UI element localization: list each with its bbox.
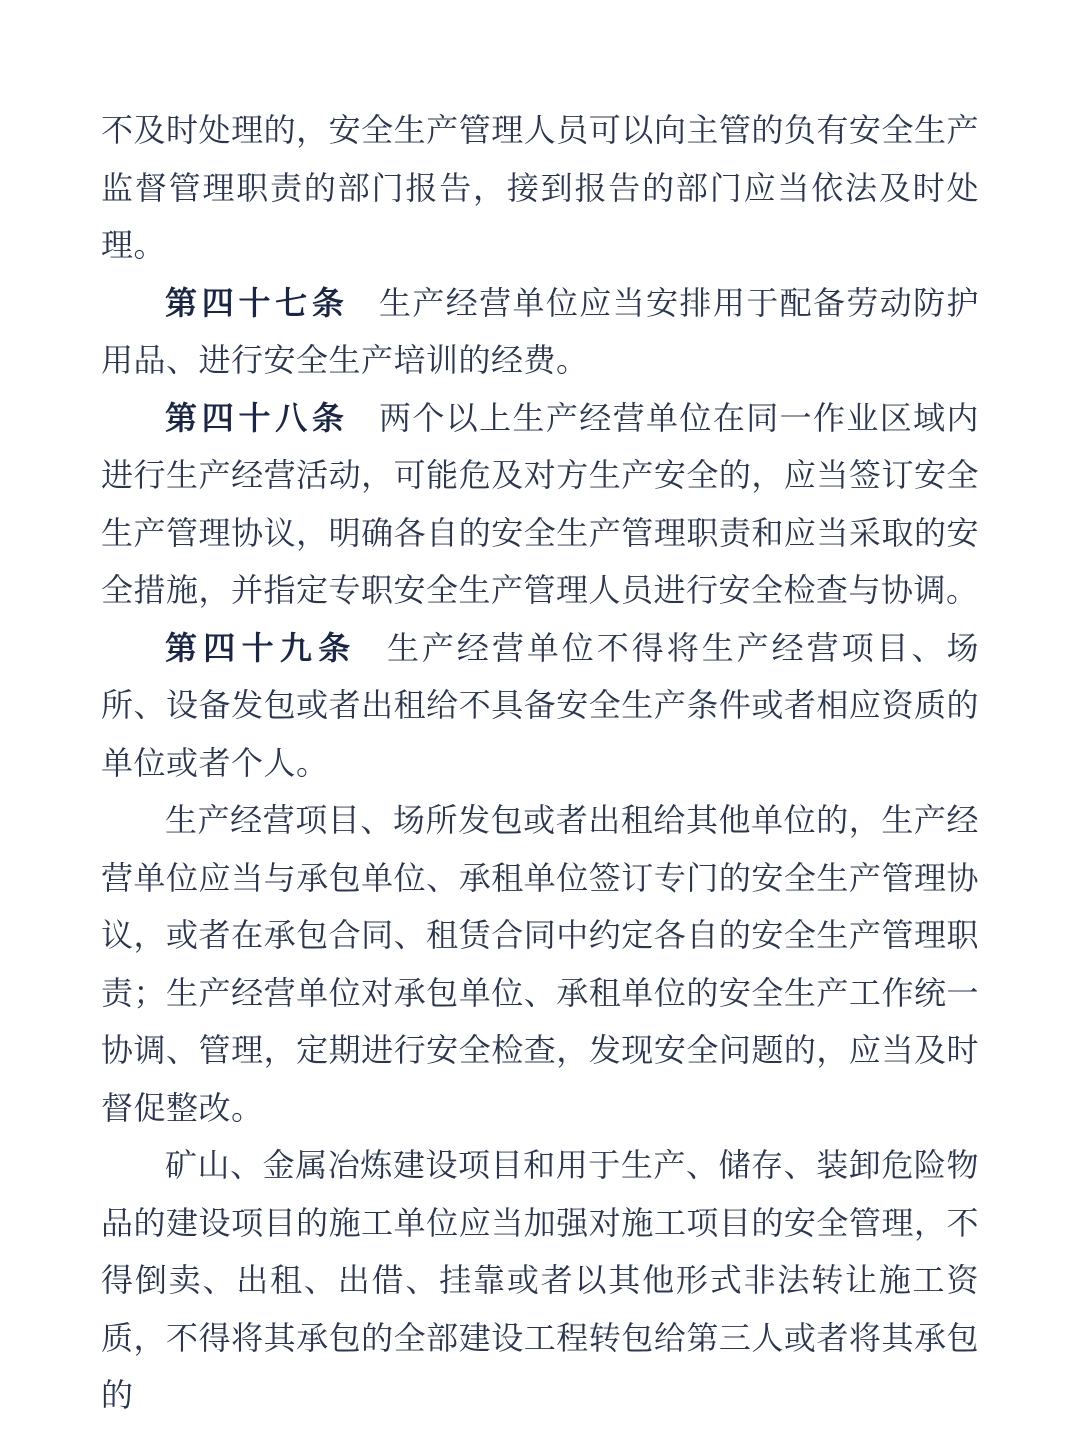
paragraph-text: 生产经营单位应当安排用于配备劳动防护用品、进行安全生产培训的经费。 bbox=[101, 284, 979, 378]
article-number: 第四十九条 bbox=[165, 629, 357, 666]
article-number: 第四十八条 bbox=[165, 399, 349, 436]
paragraph-text: 不及时处理的，安全生产管理人员可以向主管的负有安全生产监督管理职责的部门报告，接到报告的部门应当依法及时处理。 bbox=[101, 112, 979, 263]
paragraph-text: 生产经营项目、场所发包或者出租给其他单位的，生产经营单位应当与承包单位、承租单位签订专门的安全生产管理协议，或者在承包合同、租赁合同中约定各自的安全生产管理职责；生产经营单位对承包单位、承租单位的安全生产工作统一协调、管理，定期进行安全检查，发现安全问题的，应当及时督促整改。 bbox=[101, 802, 979, 1126]
paragraph-continuation bbox=[101, 102, 979, 275]
paragraph-text: 矿山、金属冶炼建设项目和用于生产、储存、装卸危险物品的建设项目的施工单位应当加强对施工项目的安全管理，不得倒卖、出租、出借、挂靠或者以其他形式非法转让施工资质，不得将其承包的全部建设工程转包给第三人或者将其承包的 bbox=[101, 1147, 979, 1413]
paragraph-article-49 bbox=[101, 620, 979, 793]
paragraph-article-49-clause-2 bbox=[101, 792, 979, 1137]
paragraph-text: 两个以上生产经营单位在同一作业区域内进行生产经营活动，可能危及对方生产安全的，应当签订安全生产管理协议，明确各自的安全生产管理职责和应当采取的安全措施，并指定专职安全生产管理人员进行安全检查与协调。 bbox=[101, 399, 979, 608]
paragraph-text: 生产经营单位不得将生产经营项目、场所、设备发包或者出租给不具备安全生产条件或者相应资质的单位或者个人。 bbox=[101, 629, 979, 781]
paragraph-article-49-clause-3 bbox=[101, 1137, 979, 1425]
article-number: 第四十七条 bbox=[165, 284, 349, 321]
paragraph-article-48 bbox=[101, 390, 979, 620]
legal-text-block bbox=[101, 102, 979, 1425]
paragraph-article-47 bbox=[101, 275, 979, 390]
